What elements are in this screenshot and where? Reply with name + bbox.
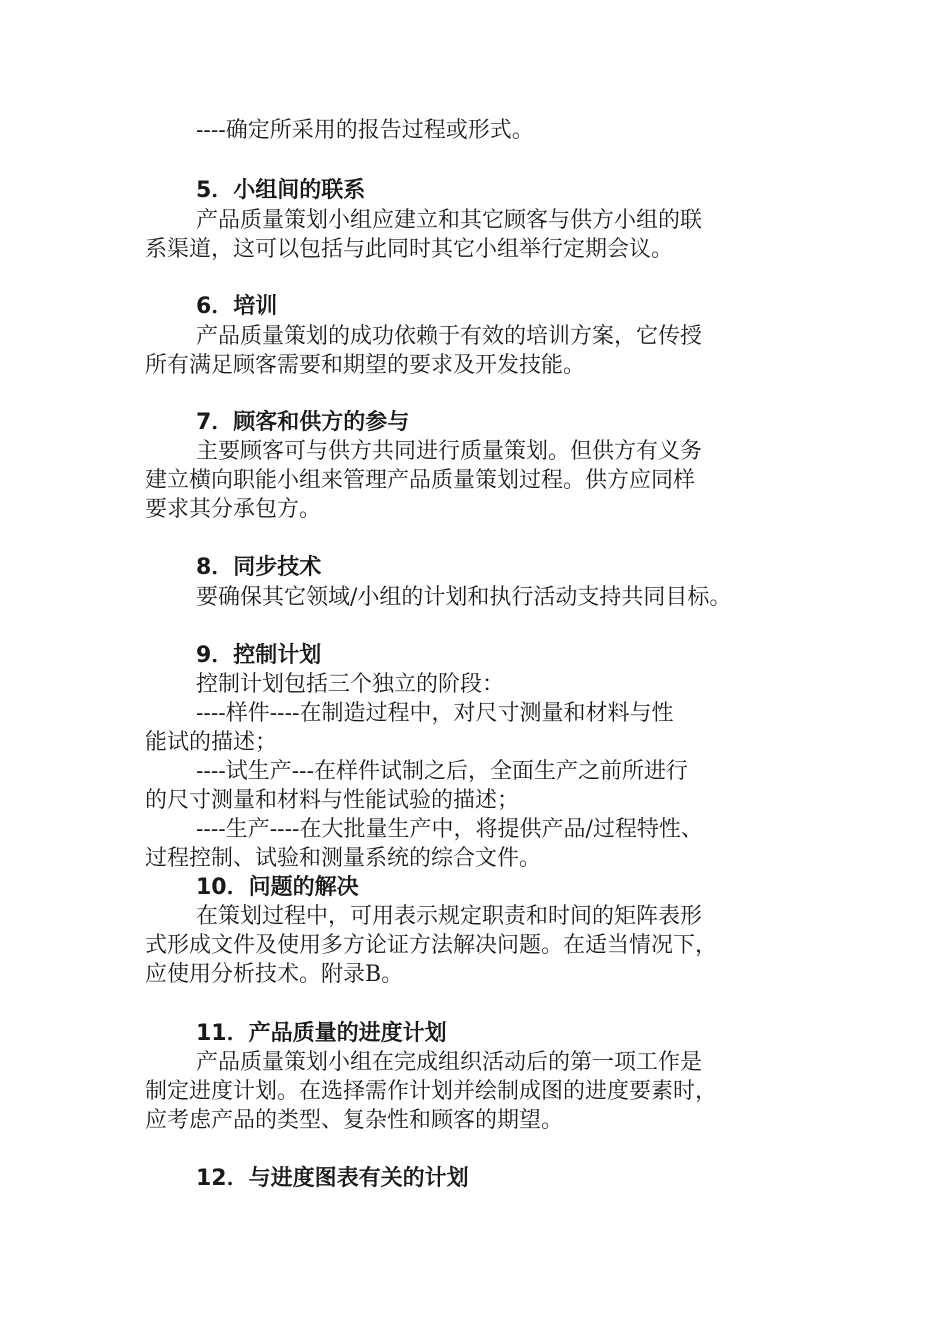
section-10-line: 应使用分析技术。附录B。 xyxy=(145,962,404,987)
section-5-heading: 5．小组间的联系 xyxy=(196,178,366,203)
section-12-heading: 12．与进度图表有关的计划 xyxy=(196,1166,469,1191)
section-9-line: 的尺寸测量和材料与性能试验的描述； xyxy=(145,788,520,813)
section-9-line: 控制计划包括三个独立的阶段： xyxy=(196,672,505,697)
section-9-line: 能试的描述； xyxy=(145,730,278,755)
section-9-line: ----样件----在制造过程中，对尺寸测量和材料与性 xyxy=(196,701,674,726)
section-8-heading: 8．同步技术 xyxy=(196,555,322,580)
section-10-heading: 10．问题的解决 xyxy=(196,875,359,900)
section-8-line: 要确保其它领域/小组的计划和执行活动支持共同目标。 xyxy=(196,585,732,610)
section-7-line: 要求其分承包方。 xyxy=(145,497,322,522)
section-9-line: ----生产----在大批量生产中，将提供产品/过程特性、 xyxy=(196,817,703,842)
section-11-line: 应考虑产品的类型、复杂性和顾客的期望。 xyxy=(145,1108,564,1133)
intro-line: ----确定所采用的报告过程或形式。 xyxy=(196,118,534,143)
section-11-line: 产品质量策划小组在完成组织活动后的第一项工作是 xyxy=(196,1050,703,1075)
section-5-line: 系渠道，这可以包括与此同时其它小组举行定期会议。 xyxy=(145,237,674,262)
section-7-heading: 7．顾客和供方的参与 xyxy=(196,410,410,435)
section-10-line: 式形成文件及使用多方论证方法解决问题。在适当情况下， xyxy=(145,933,718,958)
section-9-heading: 9．控制计划 xyxy=(196,643,322,668)
section-6-line: 所有满足顾客需要和期望的要求及开发技能。 xyxy=(145,353,586,378)
section-7-line: 建立横向职能小组来管理产品质量策划过程。供方应同样 xyxy=(145,468,696,493)
section-5-line: 产品质量策划小组应建立和其它顾客与供方小组的联 xyxy=(196,208,703,233)
section-7-line: 主要顾客可与供方共同进行质量策划。但供方有义务 xyxy=(196,439,703,464)
section-11-heading: 11．产品质量的进度计划 xyxy=(196,1021,447,1046)
section-6-line: 产品质量策划的成功依赖于有效的培训方案，它传授 xyxy=(196,324,703,349)
section-6-heading: 6．培训 xyxy=(196,294,278,319)
section-9-line: 过程控制、试验和测量系统的综合文件。 xyxy=(145,846,542,871)
section-11-line: 制定进度计划。在选择需作计划并绘制成图的进度要素时， xyxy=(145,1079,718,1104)
section-10-line: 在策划过程中，可用表示规定职责和时间的矩阵表形 xyxy=(196,904,703,929)
section-9-line: ----试生产---在样件试制之后，全面生产之前所进行 xyxy=(196,759,689,784)
